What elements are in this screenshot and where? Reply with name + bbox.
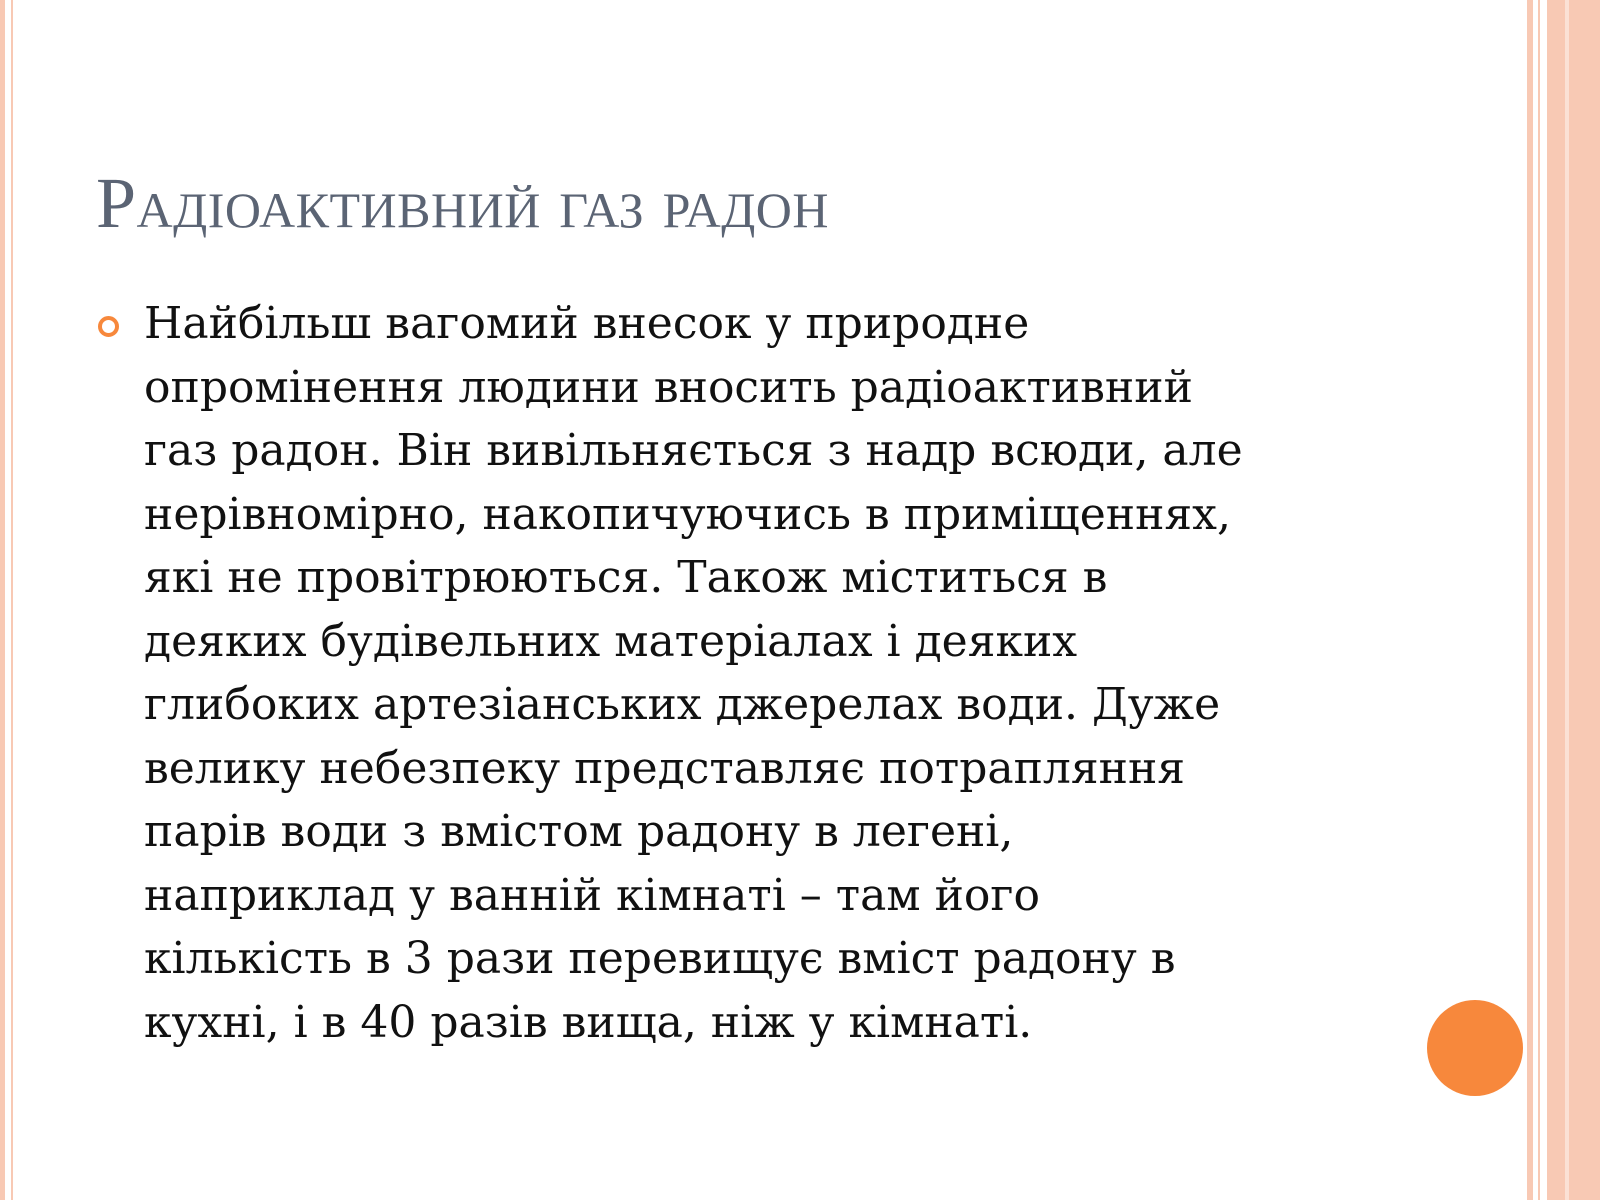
orange-circle-icon [1427,1000,1523,1096]
frame-left-outer-border [0,0,5,1200]
bullet-text: Найбільш вагомий внесок у природне опромінення людини вносить радіоактивний газ радон. Він вивільняється з надр всюди, але нерівномірно, накопичуючись в приміщеннях, які не провітрюються. Також міститься в деяких будівельних матеріалах і деяких глибоких артезіанських джерелах води. Дуже велику небезпеку представляє потрапляння парів води з вмістом радону в легені, наприклад у ванній кімнаті – там його кількість в 3 рази перевищує вміст радону в кухні, і в 40 разів вища, ніж у кімнаті. [144,298,1243,1048]
bullet-list [96,292,1396,1054]
frame-right-border-1 [1527,0,1533,1200]
frame-right-border-3 [1547,0,1600,1200]
ring-bullet-icon [98,316,119,337]
slide-title: Радіоактивний газ радон [96,163,830,243]
bullet-item [96,292,1396,1054]
frame-left-inner-border [11,0,13,1200]
frame-right-border-stripe [1565,0,1569,1200]
frame-right-border-2 [1538,0,1540,1200]
